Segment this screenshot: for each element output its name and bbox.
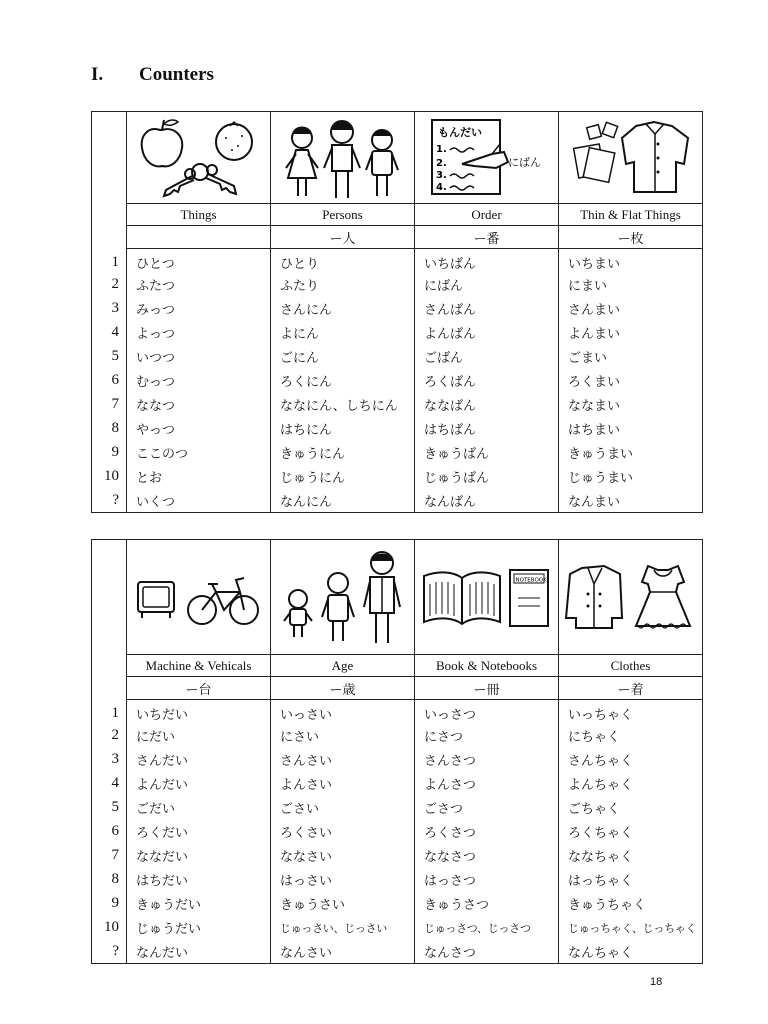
row-number: 7 bbox=[92, 393, 127, 417]
svg-text:4.: 4. bbox=[435, 181, 447, 193]
header-label: Book & Notebooks bbox=[415, 655, 559, 677]
reading-cell: いっさつ bbox=[415, 700, 559, 724]
header-counter bbox=[127, 226, 271, 249]
reading-cell: にさつ bbox=[415, 724, 559, 748]
reading-cell: はちまい bbox=[559, 417, 703, 441]
corner-cell bbox=[92, 112, 127, 204]
row-number: 3 bbox=[92, 297, 127, 321]
book-and-notebook-icon bbox=[420, 562, 554, 632]
header-counter: ー枚 bbox=[559, 226, 703, 249]
row-number: 5 bbox=[92, 345, 127, 369]
table-row bbox=[92, 489, 703, 513]
reading-cell: じゅっさい、じっさい bbox=[271, 916, 415, 940]
table-row bbox=[92, 417, 703, 441]
row-number: 8 bbox=[92, 417, 127, 441]
table-row bbox=[92, 724, 703, 748]
section-number: I. bbox=[91, 64, 104, 85]
reading-cell: ごさつ bbox=[415, 796, 559, 820]
test-title: もんだい bbox=[437, 125, 482, 139]
reading-cell: ななばん bbox=[415, 393, 559, 417]
header-counter: ー番 bbox=[415, 226, 559, 249]
table-row bbox=[92, 345, 703, 369]
header-label: Persons bbox=[271, 204, 415, 226]
reading-cell: ななちゃく bbox=[559, 844, 703, 868]
reading-cell: よんさい bbox=[271, 772, 415, 796]
table-row bbox=[92, 820, 703, 844]
reading-cell: にだい bbox=[127, 724, 271, 748]
table-row bbox=[92, 465, 703, 489]
row-number: 2 bbox=[92, 273, 127, 297]
reading-cell: よにん bbox=[271, 321, 415, 345]
svg-text:2.: 2. bbox=[435, 157, 447, 169]
reading-cell: にさい bbox=[271, 724, 415, 748]
reading-cell: にばん bbox=[415, 273, 559, 297]
clothes-picture-cell bbox=[559, 540, 703, 655]
header-counter: ー歳 bbox=[271, 677, 415, 700]
table-row bbox=[92, 892, 703, 916]
reading-cell: にまい bbox=[559, 273, 703, 297]
reading-cell: よんちゃく bbox=[559, 772, 703, 796]
row-number: 6 bbox=[92, 369, 127, 393]
reading-cell: ろくばん bbox=[415, 369, 559, 393]
row-number: ? bbox=[92, 489, 127, 513]
header-label: Age bbox=[271, 655, 415, 677]
reading-cell: ろくまい bbox=[559, 369, 703, 393]
table-row bbox=[92, 249, 703, 273]
header-label: Clothes bbox=[559, 655, 703, 677]
reading-cell: ななだい bbox=[127, 844, 271, 868]
header-counter: ー人 bbox=[271, 226, 415, 249]
table-row bbox=[92, 369, 703, 393]
flat-things-picture-cell bbox=[559, 112, 703, 204]
table-row bbox=[92, 273, 703, 297]
header-label: Things bbox=[127, 204, 271, 226]
reading-cell: いちばん bbox=[415, 249, 559, 273]
reading-cell: ななさい bbox=[271, 844, 415, 868]
reading-cell: きゅうにん bbox=[271, 441, 415, 465]
age-picture-cell bbox=[271, 540, 415, 655]
reading-cell: いちまい bbox=[559, 249, 703, 273]
reading-cell: ろくさい bbox=[271, 820, 415, 844]
reading-cell: いくつ bbox=[127, 489, 271, 513]
reading-cell: いつつ bbox=[127, 345, 271, 369]
coat-and-dress-icon bbox=[564, 562, 698, 632]
notebook-label: NOTEBOOK bbox=[515, 577, 547, 584]
reading-cell: きゅうちゃく bbox=[559, 892, 703, 916]
header-label: Machine & Vehicals bbox=[127, 655, 271, 677]
apple-orange-keys-icon bbox=[134, 116, 264, 200]
svg-text:1.: 1. bbox=[435, 143, 447, 155]
reading-cell: じゅうまい bbox=[559, 465, 703, 489]
answer-text: にばん bbox=[507, 155, 541, 169]
three-people-icon bbox=[278, 116, 408, 200]
header-counter: ー冊 bbox=[415, 677, 559, 700]
row-number: 10 bbox=[92, 916, 127, 940]
reading-cell: にちゃく bbox=[559, 724, 703, 748]
reading-cell: さんにん bbox=[271, 297, 415, 321]
table-row bbox=[92, 393, 703, 417]
reading-cell: ごばん bbox=[415, 345, 559, 369]
reading-cell: やっつ bbox=[127, 417, 271, 441]
svg-text:3.: 3. bbox=[435, 169, 447, 181]
row-number: 3 bbox=[92, 748, 127, 772]
things-picture-cell bbox=[127, 112, 271, 204]
reading-cell: きゅうまい bbox=[559, 441, 703, 465]
table-row bbox=[92, 700, 703, 724]
reading-cell: ななつ bbox=[127, 393, 271, 417]
reading-cell: ななさつ bbox=[415, 844, 559, 868]
reading-cell: じゅっさつ、じっさつ bbox=[415, 916, 559, 940]
test-paper-icon bbox=[422, 116, 552, 200]
reading-cell: いっさい bbox=[271, 700, 415, 724]
reading-cell: ひとり bbox=[271, 249, 415, 273]
paper-and-shirt-icon bbox=[566, 116, 696, 200]
row-number: 7 bbox=[92, 844, 127, 868]
reading-cell: なんさい bbox=[271, 940, 415, 964]
books-picture-cell bbox=[415, 540, 559, 655]
row-number: 1 bbox=[92, 700, 127, 724]
reading-cell: ふたつ bbox=[127, 273, 271, 297]
reading-cell: ごちゃく bbox=[559, 796, 703, 820]
reading-cell: はっさい bbox=[271, 868, 415, 892]
row-number: 9 bbox=[92, 441, 127, 465]
reading-cell: さんさい bbox=[271, 748, 415, 772]
reading-cell: ごだい bbox=[127, 796, 271, 820]
row-number: ? bbox=[92, 940, 127, 964]
reading-cell: とお bbox=[127, 465, 271, 489]
reading-cell: ななにん、しちにん bbox=[271, 393, 415, 417]
header-label: Order bbox=[415, 204, 559, 226]
reading-cell: ろくちゃく bbox=[559, 820, 703, 844]
row-number: 4 bbox=[92, 321, 127, 345]
reading-cell: はっさつ bbox=[415, 868, 559, 892]
reading-cell: ごさい bbox=[271, 796, 415, 820]
reading-cell: きゅうさつ bbox=[415, 892, 559, 916]
reading-cell: むっつ bbox=[127, 369, 271, 393]
table-row bbox=[92, 441, 703, 465]
reading-cell: いちだい bbox=[127, 700, 271, 724]
reading-cell: なんまい bbox=[559, 489, 703, 513]
table-row bbox=[92, 796, 703, 820]
reading-cell: なんだい bbox=[127, 940, 271, 964]
reading-cell: いっちゃく bbox=[559, 700, 703, 724]
reading-cell: じゅっちゃく、じっちゃく bbox=[559, 916, 703, 940]
reading-cell: よんまい bbox=[559, 321, 703, 345]
row-number: 9 bbox=[92, 892, 127, 916]
section-title: Counters bbox=[139, 64, 214, 85]
reading-cell: よんさつ bbox=[415, 772, 559, 796]
counters-table-2 bbox=[91, 539, 703, 964]
table-row bbox=[92, 916, 703, 940]
table-row bbox=[92, 748, 703, 772]
table-row bbox=[92, 297, 703, 321]
family-ages-icon bbox=[276, 547, 410, 647]
row-number: 8 bbox=[92, 868, 127, 892]
row-number: 5 bbox=[92, 796, 127, 820]
reading-cell: きゅうさい bbox=[271, 892, 415, 916]
row-number: 1 bbox=[92, 249, 127, 273]
reading-cell: さんさつ bbox=[415, 748, 559, 772]
reading-cell: よんだい bbox=[127, 772, 271, 796]
page-number: 18 bbox=[650, 976, 663, 988]
reading-cell: なんにん bbox=[271, 489, 415, 513]
reading-cell: はっちゃく bbox=[559, 868, 703, 892]
persons-picture-cell bbox=[271, 112, 415, 204]
reading-cell: ごまい bbox=[559, 345, 703, 369]
reading-cell: ひとつ bbox=[127, 249, 271, 273]
row-number: 2 bbox=[92, 724, 127, 748]
reading-cell: きゅうばん bbox=[415, 441, 559, 465]
tv-and-bicycle-icon bbox=[132, 562, 266, 632]
machines-picture-cell bbox=[127, 540, 271, 655]
reading-cell: はちだい bbox=[127, 868, 271, 892]
header-counter: ー着 bbox=[559, 677, 703, 700]
reading-cell: よんばん bbox=[415, 321, 559, 345]
counters-table-1 bbox=[91, 111, 703, 513]
reading-cell: さんまい bbox=[559, 297, 703, 321]
reading-cell: ここのつ bbox=[127, 441, 271, 465]
reading-cell: ななまい bbox=[559, 393, 703, 417]
reading-cell: ろくにん bbox=[271, 369, 415, 393]
header-counter: ー台 bbox=[127, 677, 271, 700]
reading-cell: きゅうだい bbox=[127, 892, 271, 916]
reading-cell: さんばん bbox=[415, 297, 559, 321]
reading-cell: ろくだい bbox=[127, 820, 271, 844]
table-row bbox=[92, 940, 703, 964]
reading-cell: なんちゃく bbox=[559, 940, 703, 964]
reading-cell: みっつ bbox=[127, 297, 271, 321]
section-heading bbox=[91, 64, 214, 86]
table-row bbox=[92, 844, 703, 868]
reading-cell: ろくさつ bbox=[415, 820, 559, 844]
reading-cell: ふたり bbox=[271, 273, 415, 297]
reading-cell: なんばん bbox=[415, 489, 559, 513]
table-row bbox=[92, 772, 703, 796]
reading-cell: はちにん bbox=[271, 417, 415, 441]
reading-cell: さんだい bbox=[127, 748, 271, 772]
reading-cell: はちばん bbox=[415, 417, 559, 441]
reading-cell: よっつ bbox=[127, 321, 271, 345]
reading-cell: ごにん bbox=[271, 345, 415, 369]
reading-cell: さんちゃく bbox=[559, 748, 703, 772]
reading-cell: なんさつ bbox=[415, 940, 559, 964]
corner-cell bbox=[92, 540, 127, 655]
order-picture-cell bbox=[415, 112, 559, 204]
reading-cell: じゅうにん bbox=[271, 465, 415, 489]
reading-cell: じゅうばん bbox=[415, 465, 559, 489]
row-number: 10 bbox=[92, 465, 127, 489]
row-number: 4 bbox=[92, 772, 127, 796]
header-label: Thin & Flat Things bbox=[559, 204, 703, 226]
table-row bbox=[92, 868, 703, 892]
row-number: 6 bbox=[92, 820, 127, 844]
reading-cell: じゅうだい bbox=[127, 916, 271, 940]
table-row bbox=[92, 321, 703, 345]
